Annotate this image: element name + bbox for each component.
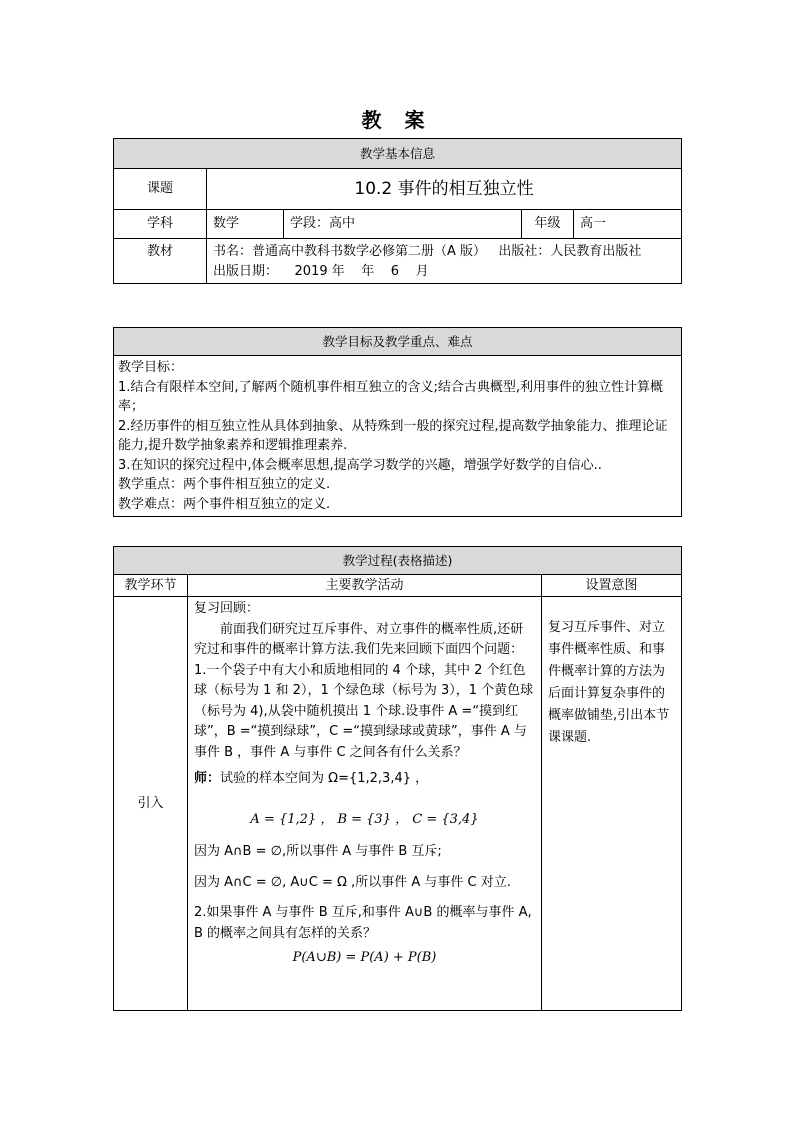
basic-info-header: 教学基本信息 bbox=[114, 139, 682, 169]
intent-cell: 复习互斥事件、对立事件概率性质、和事件概率计算的方法为后面计算复杂事件的概率做铺垫,引出本节课课题. bbox=[542, 597, 682, 1011]
process-header: 教学过程(表格描述) bbox=[114, 547, 682, 575]
topic-label: 课题 bbox=[114, 169, 207, 210]
subject-label: 学科 bbox=[114, 210, 207, 239]
question-2: 2.如果事件 A 与事件 B 互斥,和事件 A∪B 的概率与事件 A, B 的概率之间具有怎样的关系？ bbox=[194, 905, 532, 941]
goals-line: 1.结合有限样本空间,了解两个随机事件相互独立的含义;结合古典概型,利用事件的独立性计算概率； bbox=[118, 379, 664, 414]
material-label: 教材 bbox=[114, 239, 207, 284]
document-title: 教 案 bbox=[361, 108, 433, 132]
teacher-line bbox=[194, 769, 535, 790]
book-line: 书名：普通高中教科书数学必修第二册（A 版） 出版社：人民教育出版社 bbox=[213, 244, 642, 259]
activity-cell bbox=[188, 597, 542, 1011]
review-title: 复习回顾： bbox=[194, 601, 260, 616]
goals-table bbox=[113, 327, 682, 517]
topic-value: 10.2 事件的相互独立性 bbox=[207, 169, 682, 210]
date-line: 出版日期： 2019 年 年 6 月 bbox=[213, 264, 429, 279]
process-table bbox=[113, 546, 682, 1011]
teacher-text: 试验的样本空间为 Ω={1,2,3,4} ， bbox=[220, 771, 429, 786]
stage-value: 学段：高中 bbox=[284, 210, 522, 239]
subject-value: 数学 bbox=[207, 210, 284, 239]
question-1: 1.一个袋子中有大小和质地相同的 4 个球，其中 2 个红色球（标号为 1 和 2），1 个绿色球（标号为 3），1 个黄色球（标号为 4),从袋中随机摸出 1 个球.设事件 A =“摸到红球”，B =“摸到绿球”，C =“摸到绿球或黄球”，事件 A 与事件 B ，事件 A 与事件 C 之间各有什么关系？ bbox=[194, 662, 534, 760]
goals-line: 3.在知识的探究过程中,体会概率思想,提高学习数学的兴趣，增强学好数学的自信心.. bbox=[118, 457, 602, 473]
goals-header: 教学目标及教学重点、难点 bbox=[114, 328, 682, 356]
sets-line: A = {1,2} ， B = {3} ， C = {3,4} bbox=[250, 811, 479, 827]
goals-body bbox=[114, 356, 682, 517]
grade-value: 高一 bbox=[574, 210, 682, 239]
teacher-label: 师： bbox=[194, 771, 221, 786]
grade-label: 年级 bbox=[522, 210, 574, 239]
col-stage: 教学环节 bbox=[114, 575, 188, 597]
key-point-line: 教学重点：两个事件相互独立的定义. bbox=[118, 477, 331, 492]
stage-intro: 引入 bbox=[114, 597, 188, 1011]
col-activity: 主要教学活动 bbox=[188, 575, 542, 597]
because-1: 因为 A∩B = ∅,所以事件 A 与事件 B 互斥; bbox=[194, 844, 442, 859]
col-intent: 设置意图 bbox=[542, 575, 682, 597]
goals-line: 教学目标： bbox=[118, 360, 184, 375]
goals-line: 2.经历事件的相互独立性从具体到抽象、从特殊到一般的探究过程,提高数学抽象能力、推理论证能力,提升数学抽象素养和逻辑推理素养. bbox=[118, 418, 668, 453]
basic-info-table bbox=[113, 138, 682, 284]
material-value bbox=[207, 239, 682, 284]
review-text: 前面我们研究过互斥事件、对立事件的概率性质,还研究过和事件的概率计算方法.我们先来回顾下面四个问题： bbox=[194, 621, 524, 657]
formula: P(A∪B) = P(A) + P(B) bbox=[292, 950, 437, 965]
difficulty-line: 教学难点：两个事件相互独立的定义. bbox=[118, 496, 331, 512]
because-2: 因为 A∩C = ∅, A∪C = Ω ,所以事件 A 与事件 C 对立. bbox=[194, 874, 511, 890]
